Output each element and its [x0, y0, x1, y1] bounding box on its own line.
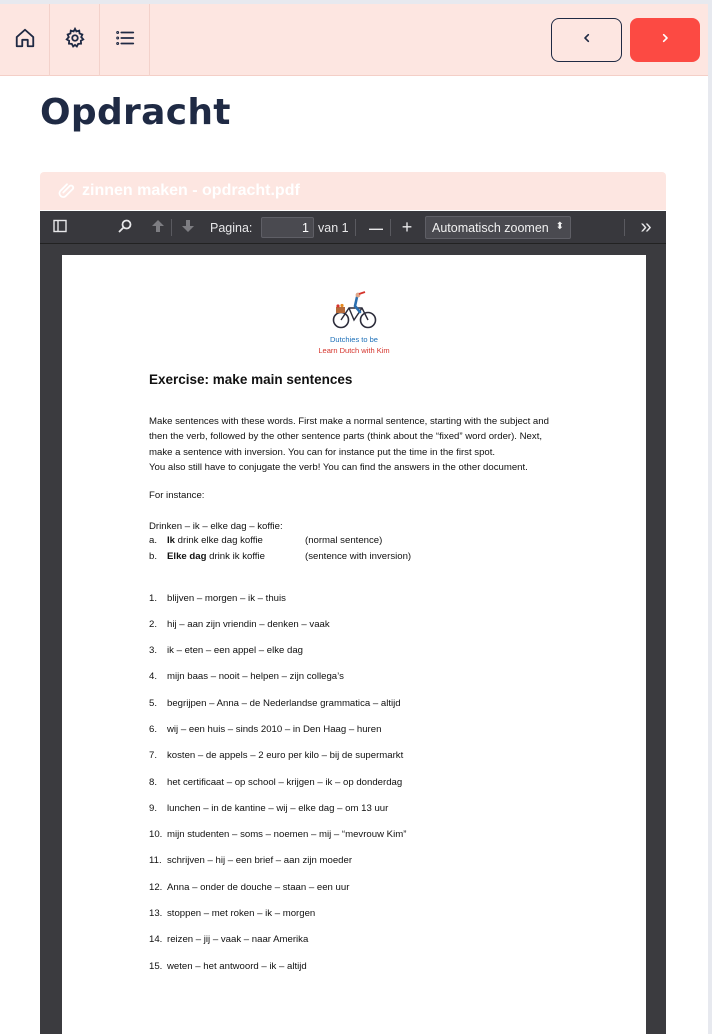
item-number: 9. — [149, 803, 158, 814]
exercise-item — [149, 908, 315, 919]
page-title: Opdracht — [40, 92, 231, 133]
page-label: Pagina: — [210, 220, 253, 235]
zoom-out-button[interactable]: — — [369, 219, 383, 236]
arrow-down-icon — [180, 218, 196, 237]
item-number: 14. — [149, 934, 163, 945]
exercise-item — [149, 619, 330, 630]
item-text: mijn studenten – soms – noemen – mij – “mevrouw Kim” — [167, 829, 407, 840]
example-letter: a. — [149, 535, 158, 546]
pdf-toolbar — [40, 211, 666, 244]
toolbar-separator — [355, 219, 356, 236]
item-number: 6. — [149, 724, 158, 735]
exercise-item — [149, 855, 352, 866]
exercise-item — [149, 645, 303, 656]
item-text: weten – het antwoord – ik – altijd — [167, 961, 307, 972]
file-header — [40, 172, 666, 210]
example-rest: drink ik koffie — [206, 551, 265, 562]
item-number: 11. — [149, 855, 162, 866]
logo-tagline-text: Learn Dutch with Kim — [318, 346, 390, 355]
exercise-item — [149, 934, 308, 945]
item-number: 12. — [149, 882, 163, 893]
item-text: stoppen – met roken – ik – morgen — [167, 908, 316, 919]
sidebar-icon — [52, 218, 68, 237]
item-number: 5. — [149, 698, 158, 709]
example-note: (sentence with inversion) — [305, 551, 412, 562]
find-button[interactable] — [115, 211, 135, 244]
example-bold: Elke dag — [167, 551, 207, 562]
home-button[interactable] — [0, 4, 50, 76]
exercise-item — [149, 882, 349, 893]
item-number: 4. — [149, 671, 158, 682]
instruction-line: Make sentences with these words. First make a normal sentence, starting with the subject and — [149, 416, 549, 427]
exercise-item — [149, 724, 381, 735]
item-text: kosten – de appels – 2 euro per kilo – bij de supermarkt — [167, 750, 404, 761]
select-arrow-icon: ⬍ — [555, 221, 564, 232]
paperclip-icon — [58, 182, 76, 200]
pdf-page — [62, 255, 646, 1034]
exercise-title: Exercise: make main sentences — [149, 372, 353, 387]
home-icon — [14, 27, 36, 54]
item-text: schrijven – hij – een brief – aan zijn moeder — [167, 855, 353, 866]
logo-brand-text: Dutchies to be — [330, 335, 378, 344]
example-letter: b. — [149, 551, 158, 562]
example-line — [149, 551, 412, 562]
arrow-up-icon — [150, 218, 166, 237]
exercise-item — [149, 593, 286, 604]
toolbar-separator — [624, 219, 625, 236]
item-text: wij – een huis – sinds 2010 – in Den Haag – huren — [167, 724, 382, 735]
zoom-value: Automatisch zoomen — [432, 220, 549, 235]
sidebar-toggle-button[interactable] — [50, 211, 70, 244]
example-rest: drink elke dag koffie — [175, 535, 263, 546]
outline-button[interactable] — [100, 4, 150, 76]
exercise-item — [149, 750, 403, 761]
instruction-line: then the verb, followed by the other sentence parts (think about the “fixed” word order). Next, — [149, 431, 543, 443]
item-text: mijn baas – nooit – helpen – zijn collega’s — [167, 671, 344, 682]
list-icon — [114, 27, 136, 54]
item-number: 10. — [149, 829, 163, 840]
page-number-input[interactable] — [261, 217, 314, 238]
example-line — [149, 535, 383, 546]
zoom-in-button[interactable]: + — [401, 217, 413, 237]
item-text: hij – aan zijn vriendin – denken – vaak — [167, 619, 330, 630]
zoom-select[interactable] — [425, 216, 571, 239]
item-text: blijven – morgen – ik – thuis — [167, 593, 286, 604]
gear-icon — [64, 27, 86, 54]
chevron-left-icon — [579, 30, 595, 51]
settings-button[interactable] — [50, 4, 100, 76]
chevron-right-icon — [657, 30, 673, 51]
exercise-item — [149, 698, 401, 709]
example-bold: Ik — [167, 535, 176, 546]
exercise-item — [149, 671, 344, 682]
file-name[interactable]: zinnen maken - opdracht.pdf — [82, 182, 300, 199]
next-button[interactable] — [630, 18, 700, 62]
item-number: 13. — [149, 908, 163, 919]
exercise-item — [149, 961, 307, 972]
pdf-viewer — [40, 211, 666, 1034]
page-count-label: van 1 — [318, 220, 349, 235]
exercise-instructions — [149, 414, 589, 475]
item-text: lunchen – in de kantine – wij – elke dag – om 13 uur — [167, 803, 389, 814]
example-note: (normal sentence) — [305, 535, 383, 546]
exercise-item — [149, 777, 402, 788]
previous-button[interactable] — [551, 18, 622, 62]
next-page-button[interactable] — [178, 211, 198, 244]
item-text: Anna – onder de douche – staan – een uur — [167, 882, 350, 893]
item-text: reizen – jij – vaak – naar Amerika — [167, 934, 309, 945]
search-icon — [117, 218, 133, 237]
more-tools-button[interactable]: » — [640, 216, 652, 238]
example-prompt: Drinken – ik – elke dag – koffie: — [149, 521, 283, 532]
toolbar-separator — [390, 219, 391, 236]
item-number: 7. — [149, 750, 158, 761]
for-instance-label: For instance: — [149, 490, 205, 501]
toolbar-separator — [171, 219, 172, 236]
item-number: 8. — [149, 777, 158, 788]
item-text: begrijpen – Anna – de Nederlandse grammatica – altijd — [167, 698, 401, 709]
previous-page-button[interactable] — [148, 211, 168, 244]
item-number: 2. — [149, 619, 158, 630]
instruction-line: make a sentence with inversion. You can for instance put the time in the first spot. — [149, 446, 496, 458]
exercise-item — [149, 829, 406, 840]
item-text: het certificaat – op school – krijgen – ik – op donderdag — [167, 777, 403, 788]
item-number: 1. — [149, 593, 158, 604]
window-scrollbar-track — [708, 0, 712, 1034]
instruction-line: You also still have to conjugate the verb! You can find the answers in the other document. — [149, 461, 528, 473]
item-number: 3. — [149, 645, 158, 656]
item-number: 15. — [149, 961, 163, 972]
exercise-item — [149, 803, 388, 814]
item-text: ik – eten – een appel – elke dag — [167, 645, 304, 656]
cyclist-logo-icon — [332, 291, 378, 331]
top-nav-bar — [0, 4, 708, 76]
